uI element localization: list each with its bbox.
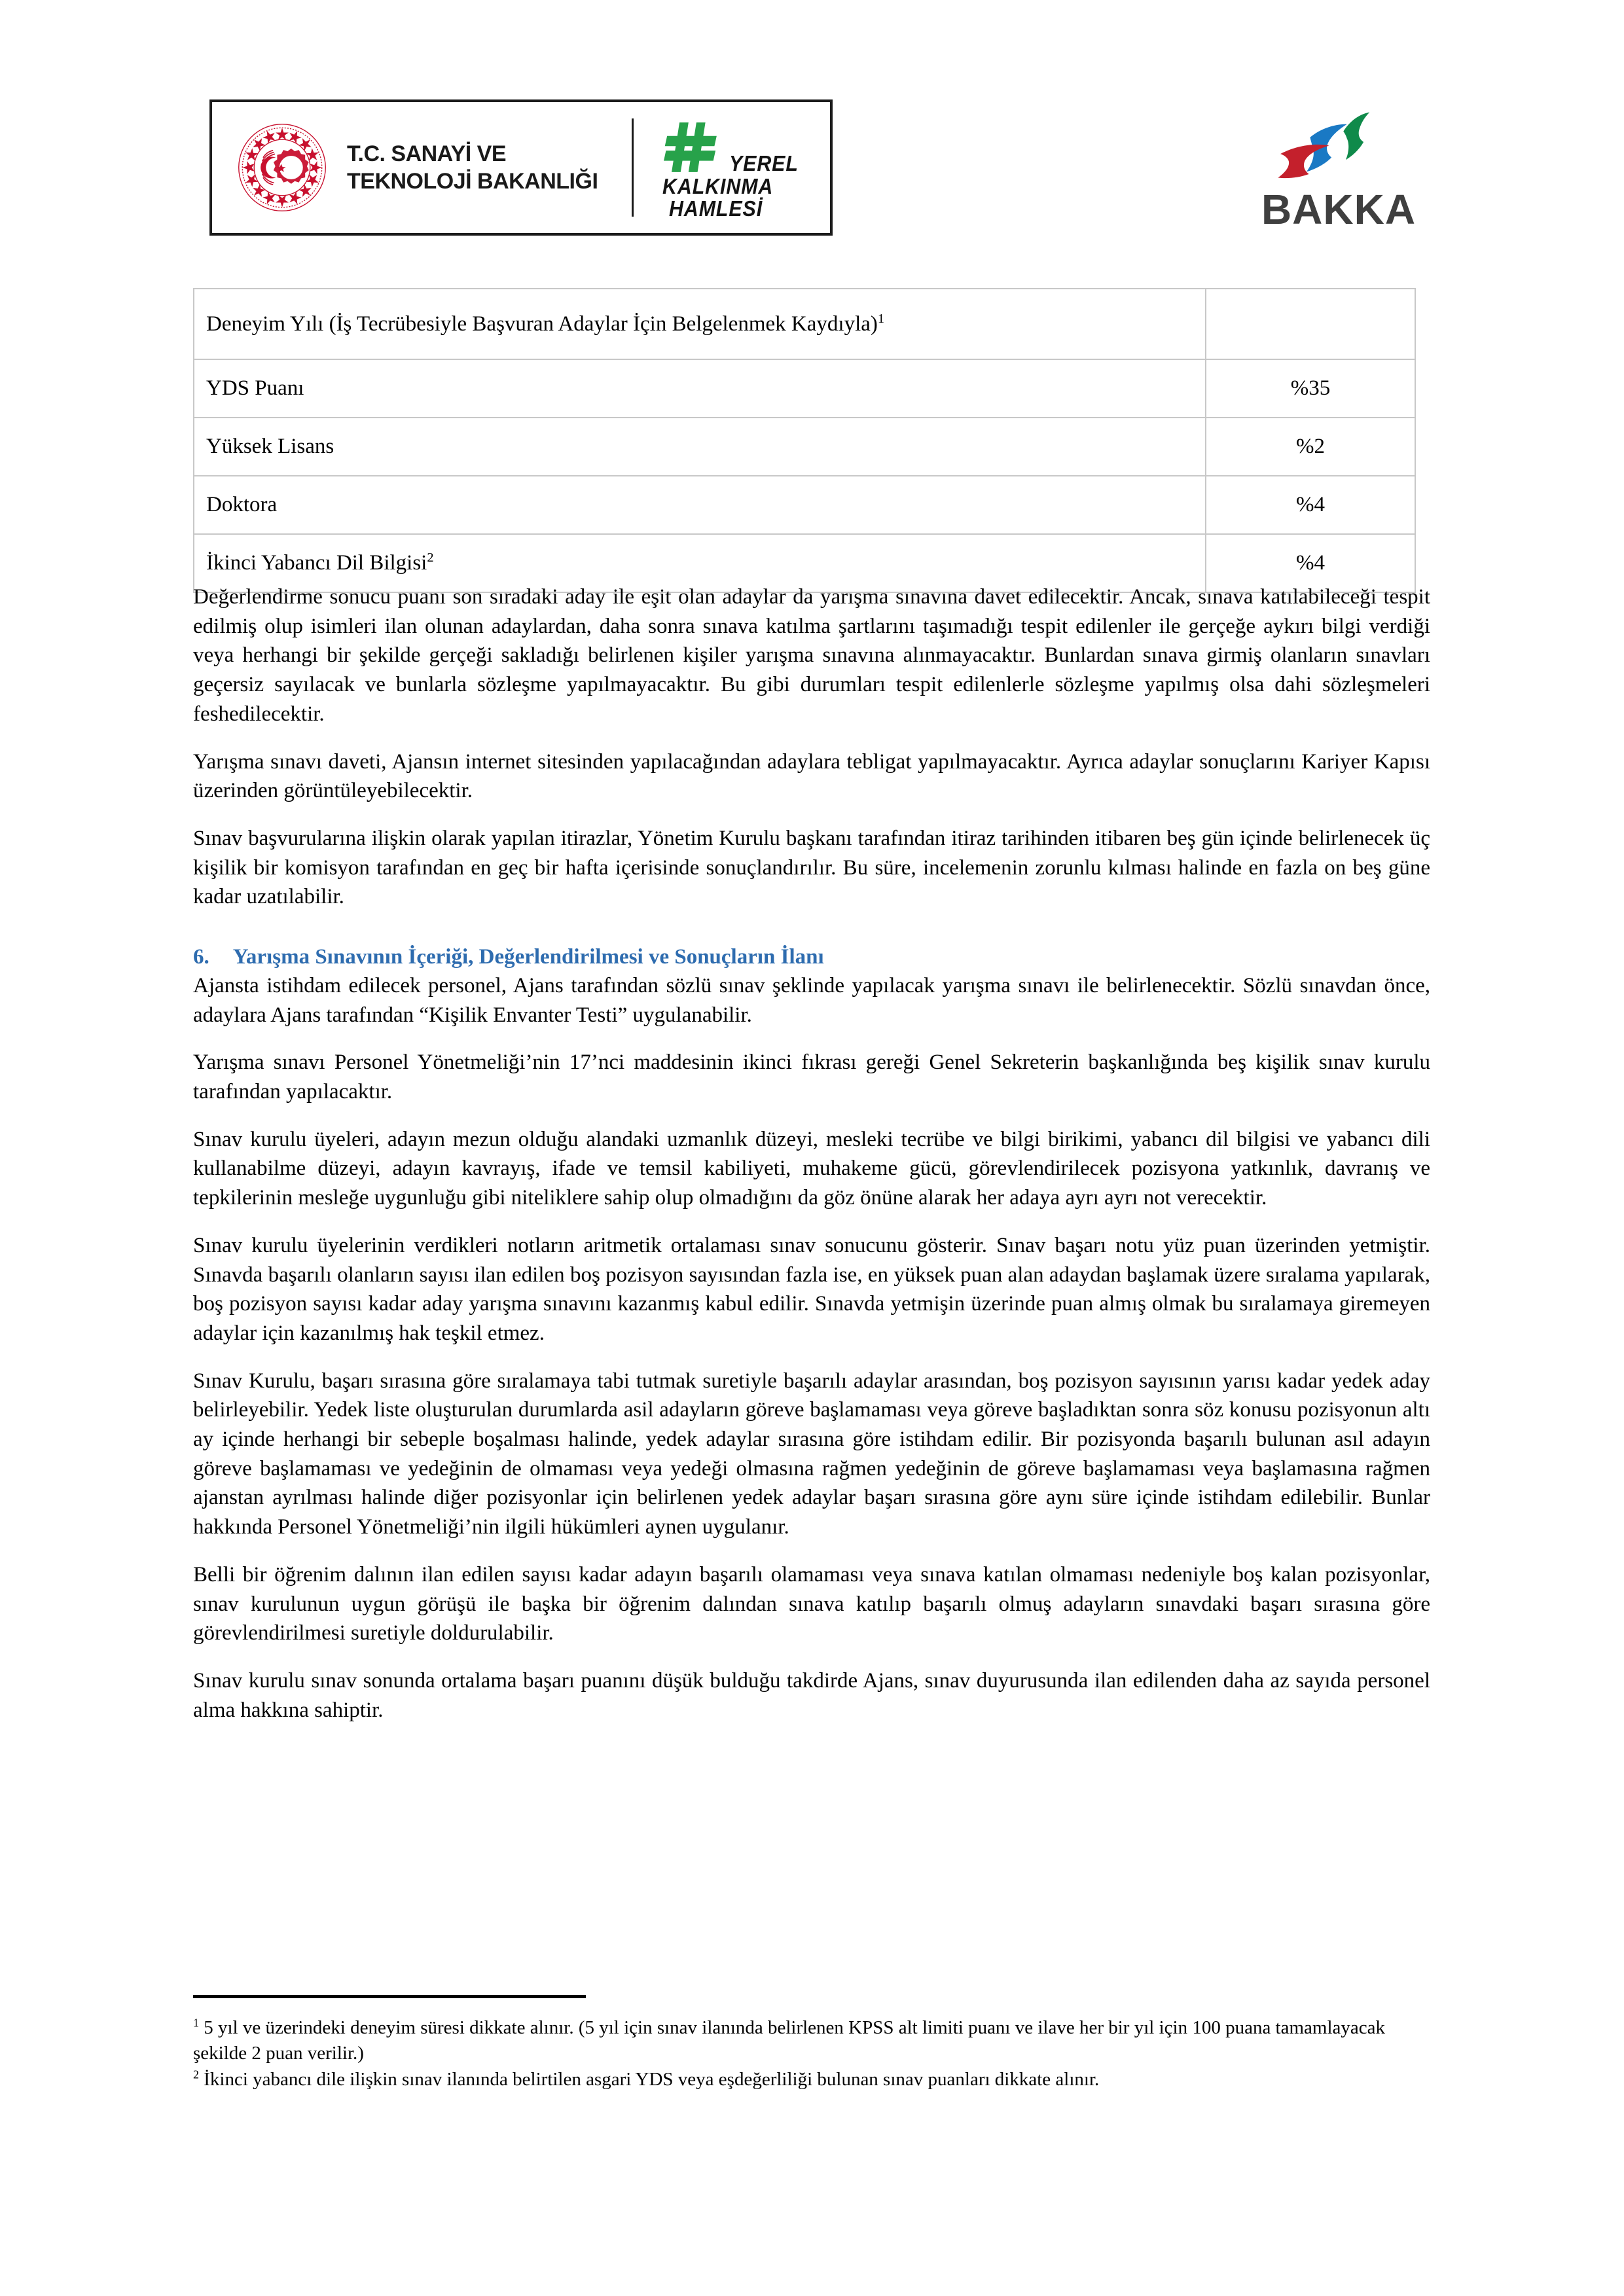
tc-state-emblem-icon <box>237 122 327 213</box>
ministry-name-line2: TEKNOLOJİ BAKANLIĞI <box>347 169 598 194</box>
footnote-1 <box>193 2015 1430 2067</box>
bakka-wordmark: BAKKA <box>1261 186 1416 233</box>
table-cell-value <box>1206 289 1415 359</box>
section-number: 6. <box>193 945 209 969</box>
table-cell-value: %4 <box>1206 476 1415 534</box>
footnote-area <box>193 1995 1430 2092</box>
paragraph-exam-board-composition: Yarışma sınavı Personel Yönetmeliği’nin 17’nci maddesinin ikinci fıkrası gereği Genel Sekreterin başkanlığında beş kişilik sınav kurulu tarafından yapılacaktır. <box>193 1050 1430 1104</box>
ministry-name <box>347 140 598 196</box>
page-header <box>0 0 1624 262</box>
paragraph-evaluation-criteria: Sınav kurulu üyeleri, adayın mezun olduğu alandaki uzmanlık düzeyi, mesleki tecrübe ve bilgi birikimi, yabancı dil bilgisi ve yabancı dili kullanabilme düzeyi, adayın kavrayış, ifade ve temsil kabiliyeti, muhakeme gücü, görevlendirilecek pozisyona yatkınlık, davranış ve tepkilerinin mesleğe uygunluğu gibi niteliklere sahip olup olmadığını da göz önüne alarak her adaya ayrı ayrı not verecektir. <box>193 1127 1430 1210</box>
table-cell-label: Doktora <box>194 476 1206 534</box>
paragraph-application-objections: Sınav başvurularına ilişkin olarak yapılan itirazlar, Yönetim Kurulu başkanı tarafından itiraz tarihinden itibaren beş gün içinde belirlenecek üç kişilik bir komisyon tarafından en geç bir hafta içerisinde sonuçlandırılır. Bu süre, incelemenin zorunlu kılması halinde en fazla on beş güne kadar uzatılabilir. <box>193 826 1430 909</box>
table-row <box>194 359 1415 418</box>
ministry-logo <box>212 122 598 213</box>
paragraph-reserve-candidates: Sınav Kurulu, başarı sırasına göre sıralamaya tabi tutmak suretiyle başarılı adaylar arasından, boş pozisyon sayısının yarısı kadar yedek aday belirleyebilir. Yedek liste oluşturulan durumlarda asil adayların göreve başlamaması veya göreve başladıktan sonra söz konusu pozisyonun altı ay içinde herhangi bir sebeple boşalması halinde, yedek adaylar sırasına göre istihdam edilir. Bir pozisyonda başarılı bulunan asıl adayın göreve başlamaması ve yedeğinin de olmaması veya yedeği olmasına rağmen yedeğinin de göreve başlamaması veya başlamasına rağmen ajanstan ayrılması halinde diğer pozisyonlar için belirlenen yedek adaylar başarı sırasına göre aynı süre içinde istihdam edilebilir. Bunlar hakkında Personel Yönetmeliği’nin ilgili hükümleri aynen uygulanır. <box>193 1369 1430 1539</box>
table-row <box>194 476 1415 534</box>
scoring-criteria-table <box>193 288 1416 593</box>
footnote-ref-1: 1 <box>877 311 885 326</box>
logo-divider <box>632 118 634 217</box>
paragraph-oral-exam: Ajansta istihdam edilecek personel, Ajans tarafından sözlü sınav şeklinde yapılacak yarışma sınavı ile belirlenecektir. Sözlü sınavdan önce, adaylara Ajans tarafından “Kişilik Envanter Testi” uygulanabilir. <box>193 973 1430 1027</box>
footnote-ref-2: 2 <box>427 550 434 565</box>
table-cell-value: %4 <box>1206 534 1415 592</box>
yerel-word-3: HAMLESİ <box>669 196 763 221</box>
table-cell-value: %2 <box>1206 418 1415 476</box>
table-cell-label: Yüksek Lisans <box>194 418 1206 476</box>
yerel-kalkinma-logo <box>664 115 804 219</box>
table-row <box>194 289 1415 359</box>
criterion-label: İkinci Yabancı Dil Bilgisi <box>206 550 427 575</box>
criterion-label: Deneyim Yılı (İş Tecrübesiyle Başvuran Adaylar İçin Belgelenmek Kaydıyla) <box>206 312 878 336</box>
paragraph-fewer-personnel: Sınav kurulu sınav sonunda ortalama başarı puanını düşük bulduğu takdirde Ajans, sınav duyurusunda ilan edilenden daha az sayıda personel alma hakkına sahiptir. <box>193 1668 1430 1722</box>
table-cell-value: %35 <box>1206 359 1415 418</box>
document-body <box>193 583 1430 1725</box>
ministry-name-line1: T.C. SANAYİ VE <box>347 141 507 166</box>
ministry-logo-box <box>209 99 833 236</box>
section-title: Yarışma Sınavının İçeriği, Değerlendirilmesi ve Sonuçların İlanı <box>232 945 824 969</box>
paragraph-exam-invitation: Yarışma sınavı daveti, Ajansın internet sitesinden yapılacağından adaylara tebligat yapılmayacaktır. Ayrıca adaylar sonuçlarını Kariyer Kapısı üzerinden görüntüleyebilecektir. <box>193 749 1430 803</box>
table-cell-label: YDS Puanı <box>194 359 1206 418</box>
paragraph-vacant-positions: Belli bir öğrenim dalının ilan edilen sayısı kadar adayın başarılı olamaması veya sınava katılan olmaması nedeniyle boş kalan pozisyonlar, sınav kurulunun uygun görüşü ile başka bir öğrenim dalından sınava katılıp başarılı olmuş adayların sınavdaki başarı sırasına göre görevlendirilmesi suretiyle doldurulabilir. <box>193 1562 1430 1645</box>
footnote-1-text: 5 yıl ve üzerindeki deneyim süresi dikkate alınır. (5 yıl için sınav ilanında belirlenen KPSS alt limiti puanı ve ilave her bir yıl için 100 puana tamamlayacak şekilde 2 puan verilir.) <box>193 2017 1386 2064</box>
paragraph-evaluation-result: Değerlendirme sonucu puanı son sıradaki aday ile eşit olan adaylar da yarışma sınavına davet edilecektir. Ancak, sınava katılabileceği tespit edilmiş olup isimleri ilan olunan adaylardan, daha sonra sınava katılma şartlarını taşımadığı tespit edilenler ile gerçeğe aykırı bilgi verdiği veya herhangi bir şekilde gerçeği sakladığı belirlenen kişiler yarışma sınavına alınmayacaktır. Bunlardan sınava girmiş olanların sınavları geçersiz sayılacak ve bunlarla sözleşme yapılmayacaktır. Bu gibi durumları tespit edilenlerle sözleşme yapılmış olsa dahi sözleşmeleri feshedilecektir. <box>193 585 1430 726</box>
footnote-2-text: İkinci yabancı dile ilişkin sınav ilanında belirtilen asgari YDS veya eşdeğerliliği bulunan sınav puanları dikkate alınır. <box>198 2068 1100 2090</box>
three-birds-icon <box>1267 110 1411 187</box>
footnote-2 <box>193 2067 1430 2092</box>
section-heading-6 <box>193 943 1430 971</box>
table-row <box>194 418 1415 476</box>
footnote-marker-2: 2 <box>193 2068 199 2081</box>
yerel-word-1: YEREL <box>729 151 799 175</box>
table-cell-label <box>194 289 1206 359</box>
hashtag-icon <box>664 119 720 175</box>
footnote-marker-1: 1 <box>193 2016 199 2030</box>
footnote-separator <box>193 1995 586 1998</box>
bakka-logo <box>1240 110 1437 241</box>
paragraph-score-average: Sınav kurulu üyelerinin verdikleri notların aritmetik ortalaması sınav sonucunu gösterir. Sınav başarı notu yüz puan üzerinden yetmiştir. Sınavda başarılı olanların sayısı ilan edilen boş pozisyon sayısından fazla ise, en yüksek puan alan adaydan başlamak üzere sıralama yapılarak, boş pozisyon sayısı kadar aday yarışma sınavını kazanmış kabul edilir. Sınavda yetmişin üzerinde puan almış olmak bu sıralamaya giremeyen adaylar için kazanılmış hak teşkil etmez. <box>193 1233 1430 1345</box>
yerel-word-2: KALKINMA <box>662 174 774 199</box>
